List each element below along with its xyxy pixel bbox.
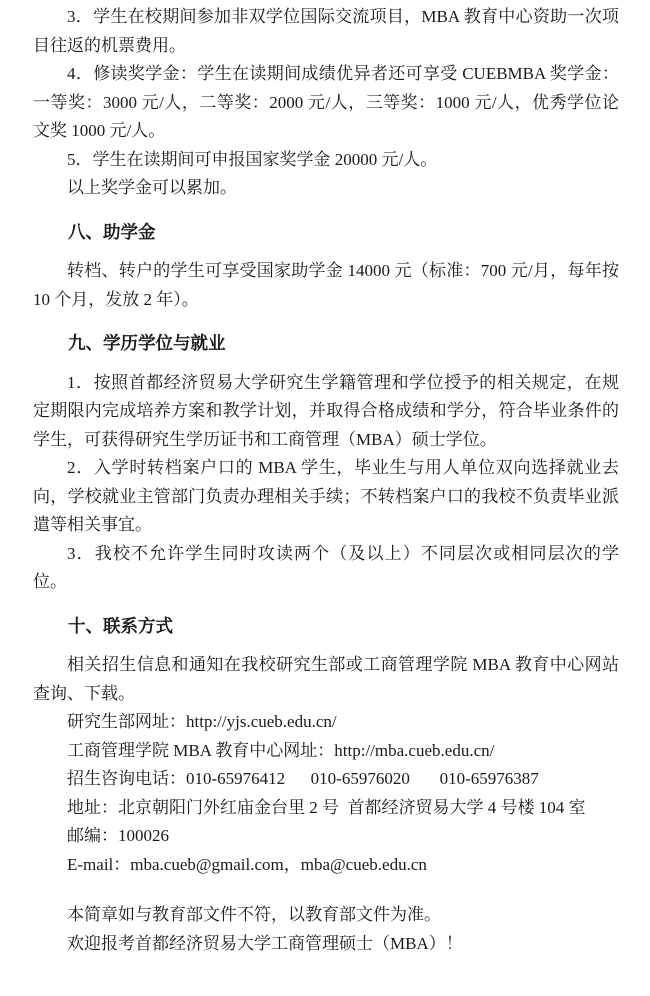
para-item-3-exchange-funding: 3．学生在校期间参加非双学位国际交流项目，MBA 教育中心资助一次项目往返的机票费用。 [33, 7, 619, 55]
para-email: E-mail：mba.cueb@gmail.com，mba@cueb.edu.cn [67, 854, 427, 874]
para-contact-intro: 相关招生信息和通知在我校研究生部或工商管理学院 MBA 教育中心网站查询、下载。 [33, 655, 619, 703]
para-item-5-national-scholarship: 5．学生在读期间可申报国家奖学金 20000 元/人。 [67, 149, 438, 169]
para-disclaimer: 本简章如与教育部文件不符，以教育部文件为准。 [67, 905, 441, 924]
para-address: 地址：北京朝阳门外红庙金台里 2 号 首都经济贸易大学 4 号楼 104 室 [67, 797, 586, 817]
heading-section-9-degree-employment: 九、学历学位与就业 [68, 333, 226, 353]
heading-section-8-stipend: 八、助学金 [68, 221, 156, 242]
para-postcode: 邮编：100026 [67, 826, 169, 845]
heading-section-10-contact: 十、联系方式 [68, 615, 173, 636]
para-degree-rule-3: 3．我校不允许学生同时攻读两个（及以上）不同层次或相同层次的学位。 [33, 543, 619, 591]
para-welcome: 欢迎报考首都经济贸易大学工商管理硕士（MBA）！ [67, 933, 463, 953]
para-item-4-merit-scholarship: 4．修读奖学金：学生在读期间成绩优异者还可享受 CUEBMBA 奖学金：一等奖：3000 元/人，二等奖：2000 元/人，三等奖：1000 元/人，优秀学位论文奖 1000 元/人。 [33, 64, 619, 140]
para-admission-phones: 招生咨询电话：010-65976412 010-65976020 010-65976387 [67, 769, 539, 788]
para-mba-center-url: 工商管理学院 MBA 教育中心网址：http://mba.cueb.edu.cn/ [67, 740, 495, 760]
para-stipend-detail: 转档、转户的学生可享受国家助学金 14000 元（标准：700 元/月，每年按 10 个月，发放 2 年）。 [33, 261, 624, 309]
para-grad-school-url: 研究生部网址：http://yjs.cueb.edu.cn/ [67, 712, 337, 731]
para-degree-rule-2: 2．入学时转档案户口的 MBA 学生，毕业生与用人单位双向选择就业去向，学校就业主管部门负责办理相关手续；不转档案户口的我校不负责毕业派遣等相关事宜。 [33, 458, 619, 534]
para-scholarship-stack-note: 以上奖学金可以累加。 [67, 178, 237, 197]
para-degree-rule-1: 1．按照首都经济贸易大学研究生学籍管理和学位授予的相关规定，在规定期限内完成培养方案和教学计划，并取得合格成绩和学分，符合毕业条件的学生，可获得研究生学历证书和工商管理（MBA）硕士学位。 [33, 372, 619, 449]
